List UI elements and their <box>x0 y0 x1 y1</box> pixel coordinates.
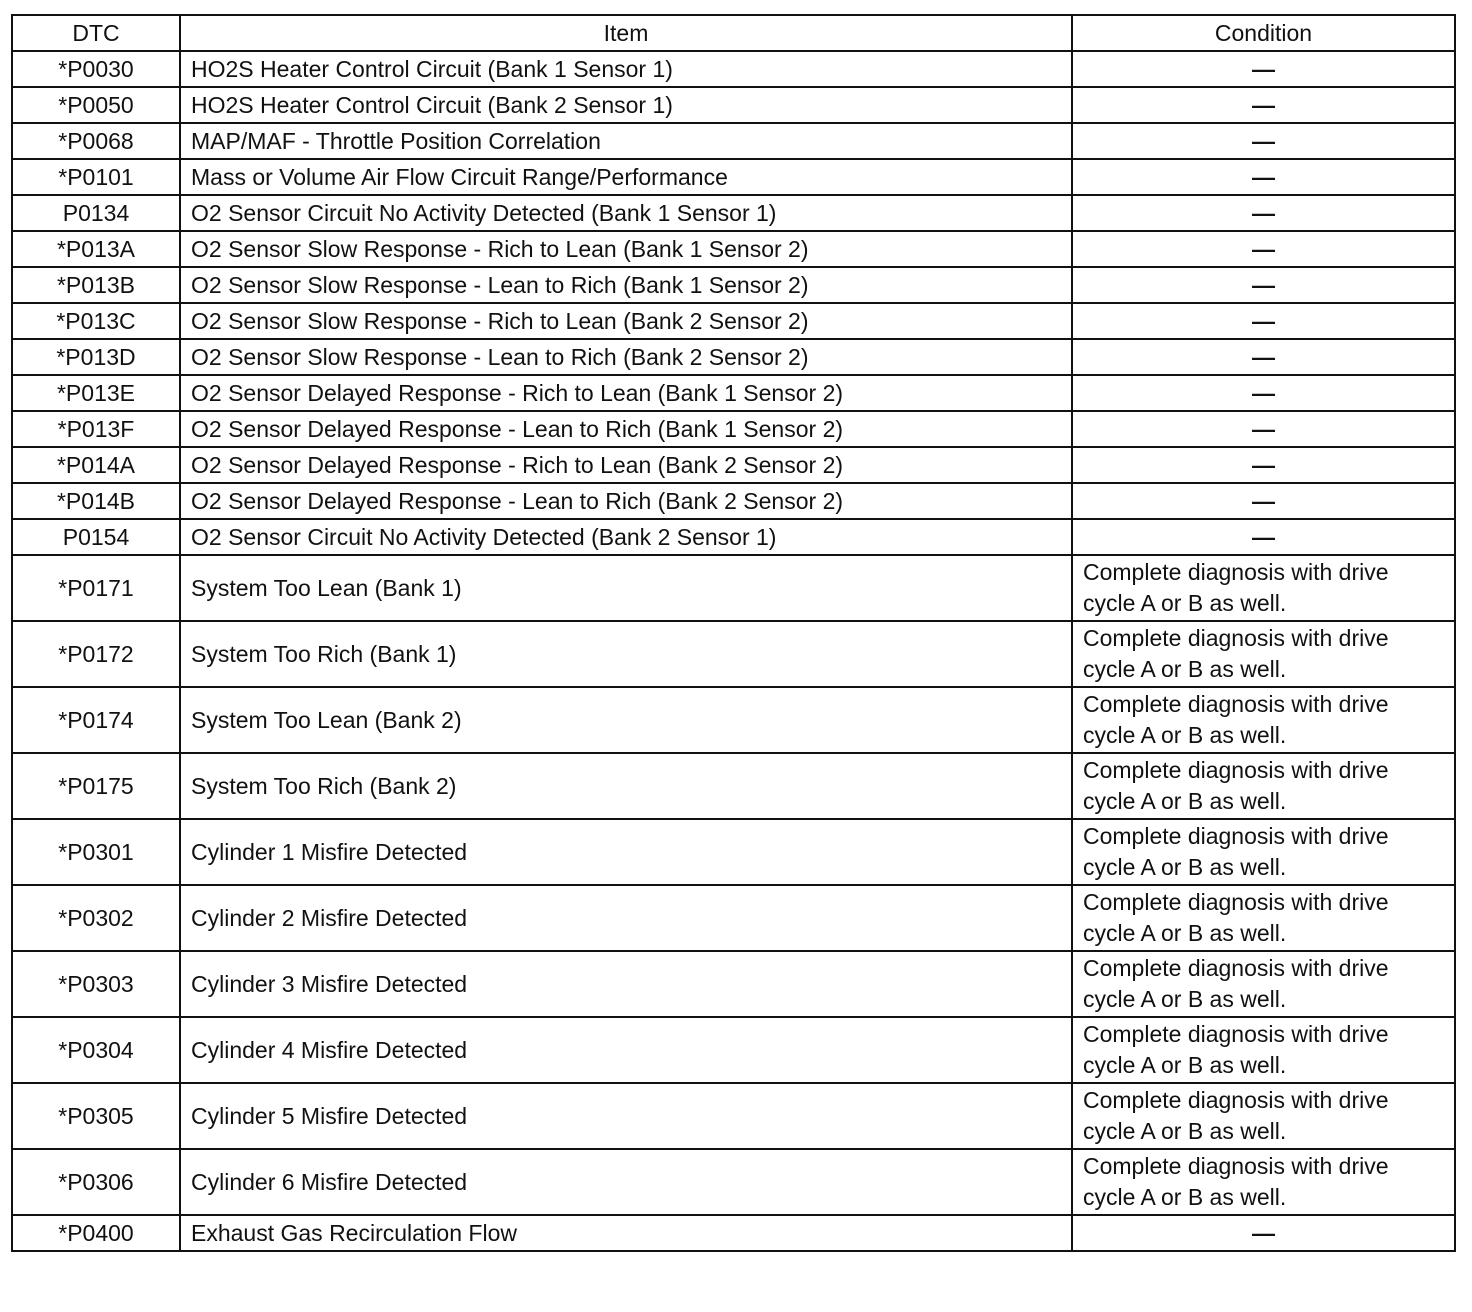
condition-dash: — <box>1252 379 1275 406</box>
dtc-item: System Too Rich (Bank 2) <box>180 753 1072 819</box>
dtc-item: Cylinder 5 Misfire Detected <box>180 1083 1072 1149</box>
dtc-condition: Complete diagnosis with drive cycle A or B as well. <box>1072 1149 1455 1215</box>
table-row <box>12 87 1455 123</box>
dtc-condition: Complete diagnosis with drive cycle A or B as well. <box>1072 885 1455 951</box>
dtc-condition <box>1072 375 1455 411</box>
dtc-condition: Complete diagnosis with drive cycle A or B as well. <box>1072 1017 1455 1083</box>
condition-dash: — <box>1252 55 1275 82</box>
dtc-code: *P0174 <box>12 687 180 753</box>
dtc-item: Cylinder 6 Misfire Detected <box>180 1149 1072 1215</box>
dtc-condition <box>1072 339 1455 375</box>
table-row <box>12 1215 1455 1251</box>
table-row <box>12 159 1455 195</box>
table-row <box>12 951 1455 1017</box>
condition-dash: — <box>1252 307 1275 334</box>
dtc-condition <box>1072 231 1455 267</box>
header-dtc: DTC <box>12 15 180 51</box>
table-row <box>12 123 1455 159</box>
dtc-item: O2 Sensor Slow Response - Rich to Lean (Bank 1 Sensor 2) <box>180 231 1072 267</box>
dtc-condition: Complete diagnosis with drive cycle A or B as well. <box>1072 621 1455 687</box>
dtc-code: *P0306 <box>12 1149 180 1215</box>
dtc-code: *P0030 <box>12 51 180 87</box>
dtc-condition <box>1072 1215 1455 1251</box>
dtc-code: *P0101 <box>12 159 180 195</box>
dtc-code: *P0172 <box>12 621 180 687</box>
dtc-item: O2 Sensor Slow Response - Rich to Lean (Bank 2 Sensor 2) <box>180 303 1072 339</box>
table-body <box>12 51 1455 1251</box>
table-row <box>12 375 1455 411</box>
table-row <box>12 1017 1455 1083</box>
dtc-item: O2 Sensor Delayed Response - Rich to Lean (Bank 1 Sensor 2) <box>180 375 1072 411</box>
dtc-item: O2 Sensor Delayed Response - Rich to Lean (Bank 2 Sensor 2) <box>180 447 1072 483</box>
condition-dash: — <box>1252 451 1275 478</box>
dtc-condition: Complete diagnosis with drive cycle A or B as well. <box>1072 687 1455 753</box>
table-row <box>12 555 1455 621</box>
condition-dash: — <box>1252 523 1275 550</box>
dtc-item: Cylinder 2 Misfire Detected <box>180 885 1072 951</box>
dtc-item: HO2S Heater Control Circuit (Bank 2 Sensor 1) <box>180 87 1072 123</box>
dtc-condition <box>1072 87 1455 123</box>
dtc-condition <box>1072 51 1455 87</box>
condition-dash: — <box>1252 199 1275 226</box>
condition-dash: — <box>1252 163 1275 190</box>
table-row <box>12 231 1455 267</box>
condition-dash: — <box>1252 235 1275 262</box>
table-row <box>12 303 1455 339</box>
table-row <box>12 51 1455 87</box>
table-row <box>12 1083 1455 1149</box>
condition-dash: — <box>1252 343 1275 370</box>
dtc-code: *P0175 <box>12 753 180 819</box>
dtc-table <box>11 14 1456 1252</box>
condition-dash: — <box>1252 271 1275 298</box>
table-row <box>12 483 1455 519</box>
condition-dash: — <box>1252 1219 1275 1246</box>
table-row <box>12 195 1455 231</box>
table-row <box>12 267 1455 303</box>
table-row <box>12 519 1455 555</box>
dtc-code: *P0303 <box>12 951 180 1017</box>
dtc-item: System Too Rich (Bank 1) <box>180 621 1072 687</box>
dtc-item: Cylinder 3 Misfire Detected <box>180 951 1072 1017</box>
condition-dash: — <box>1252 127 1275 154</box>
table-row <box>12 447 1455 483</box>
dtc-item: O2 Sensor Slow Response - Lean to Rich (Bank 1 Sensor 2) <box>180 267 1072 303</box>
dtc-code: *P013F <box>12 411 180 447</box>
dtc-condition <box>1072 483 1455 519</box>
dtc-item: System Too Lean (Bank 1) <box>180 555 1072 621</box>
dtc-code: *P013A <box>12 231 180 267</box>
dtc-condition: Complete diagnosis with drive cycle A or B as well. <box>1072 753 1455 819</box>
dtc-code: *P013D <box>12 339 180 375</box>
dtc-condition: Complete diagnosis with drive cycle A or B as well. <box>1072 555 1455 621</box>
dtc-code: *P0301 <box>12 819 180 885</box>
header-item: Item <box>180 15 1072 51</box>
dtc-condition: Complete diagnosis with drive cycle A or B as well. <box>1072 951 1455 1017</box>
dtc-condition <box>1072 447 1455 483</box>
dtc-condition <box>1072 123 1455 159</box>
dtc-code: *P0171 <box>12 555 180 621</box>
dtc-code: *P013C <box>12 303 180 339</box>
condition-dash: — <box>1252 91 1275 118</box>
dtc-item: Cylinder 4 Misfire Detected <box>180 1017 1072 1083</box>
condition-dash: — <box>1252 487 1275 514</box>
dtc-condition: Complete diagnosis with drive cycle A or B as well. <box>1072 819 1455 885</box>
dtc-code: *P0068 <box>12 123 180 159</box>
dtc-item: Mass or Volume Air Flow Circuit Range/Performance <box>180 159 1072 195</box>
dtc-item: MAP/MAF - Throttle Position Correlation <box>180 123 1072 159</box>
dtc-code: P0154 <box>12 519 180 555</box>
dtc-code: *P013B <box>12 267 180 303</box>
dtc-code: *P0304 <box>12 1017 180 1083</box>
dtc-code: *P013E <box>12 375 180 411</box>
table-row <box>12 1149 1455 1215</box>
dtc-code: *P014B <box>12 483 180 519</box>
table-row <box>12 753 1455 819</box>
dtc-code: *P0305 <box>12 1083 180 1149</box>
table-row <box>12 819 1455 885</box>
dtc-item: System Too Lean (Bank 2) <box>180 687 1072 753</box>
dtc-condition <box>1072 303 1455 339</box>
table-row <box>12 885 1455 951</box>
dtc-code: *P0302 <box>12 885 180 951</box>
dtc-condition <box>1072 411 1455 447</box>
dtc-code: P0134 <box>12 195 180 231</box>
dtc-item: O2 Sensor Slow Response - Lean to Rich (Bank 2 Sensor 2) <box>180 339 1072 375</box>
dtc-condition <box>1072 267 1455 303</box>
dtc-item: Cylinder 1 Misfire Detected <box>180 819 1072 885</box>
table-row <box>12 687 1455 753</box>
dtc-item: Exhaust Gas Recirculation Flow <box>180 1215 1072 1251</box>
dtc-condition <box>1072 159 1455 195</box>
dtc-item: O2 Sensor Circuit No Activity Detected (Bank 1 Sensor 1) <box>180 195 1072 231</box>
dtc-item: HO2S Heater Control Circuit (Bank 1 Sensor 1) <box>180 51 1072 87</box>
dtc-condition: Complete diagnosis with drive cycle A or B as well. <box>1072 1083 1455 1149</box>
table-row <box>12 621 1455 687</box>
dtc-code: *P0400 <box>12 1215 180 1251</box>
dtc-code: *P014A <box>12 447 180 483</box>
table-header-row <box>12 15 1455 51</box>
header-condition: Condition <box>1072 15 1455 51</box>
table-row <box>12 339 1455 375</box>
dtc-code: *P0050 <box>12 87 180 123</box>
dtc-item: O2 Sensor Circuit No Activity Detected (Bank 2 Sensor 1) <box>180 519 1072 555</box>
dtc-condition <box>1072 195 1455 231</box>
dtc-item: O2 Sensor Delayed Response - Lean to Rich (Bank 2 Sensor 2) <box>180 483 1072 519</box>
table-row <box>12 411 1455 447</box>
dtc-condition <box>1072 519 1455 555</box>
dtc-item: O2 Sensor Delayed Response - Lean to Rich (Bank 1 Sensor 2) <box>180 411 1072 447</box>
condition-dash: — <box>1252 415 1275 442</box>
